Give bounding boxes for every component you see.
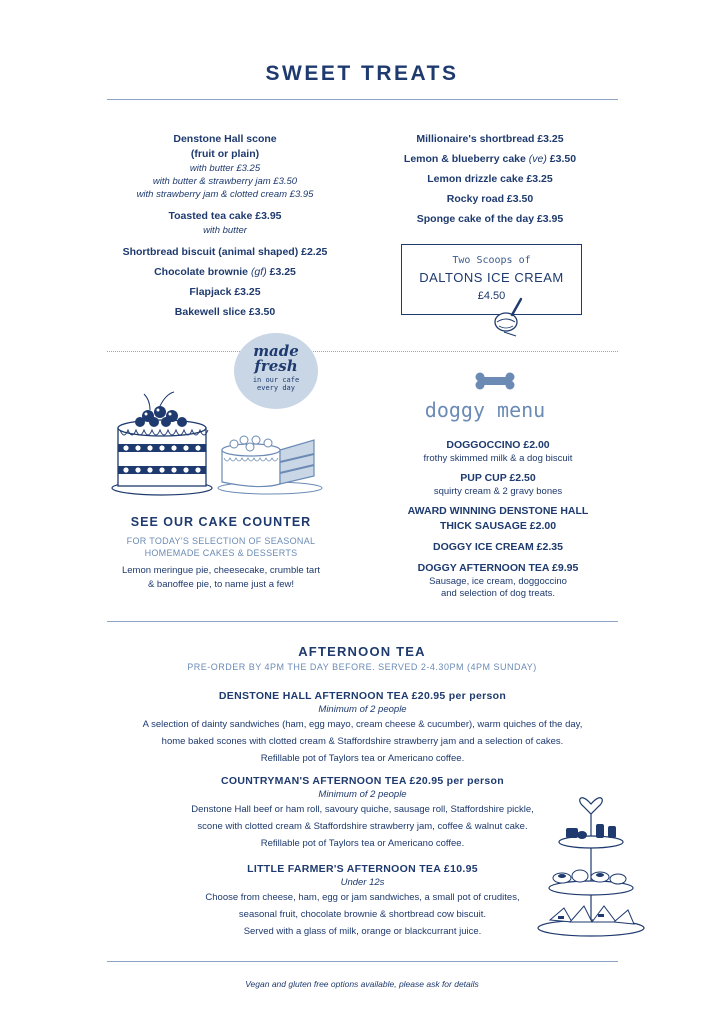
item-description: and selection of dog treats. bbox=[440, 588, 556, 599]
item-sub: (fruit or plain) bbox=[190, 148, 260, 160]
description-line: & banoffee pie, to name just a few! bbox=[147, 579, 295, 590]
menu-item-flapjack bbox=[110, 285, 340, 300]
doggy-item bbox=[385, 471, 611, 498]
item-option: with butter bbox=[203, 225, 247, 236]
item-name: Bakewell slice £3.50 bbox=[174, 306, 276, 318]
footer-divider bbox=[107, 961, 618, 962]
item-line: seasonal fruit, chocolate brownie & shortbread cow biscuit. bbox=[238, 909, 487, 920]
menu-item-millionaire: Millionaire's shortbread £3.25 bbox=[416, 133, 564, 145]
item-name-text: Lemon & blueberry cake bbox=[403, 153, 529, 165]
ice-cream-name: DALTONS ICE CREAM bbox=[419, 270, 564, 285]
cake-counter-subheading bbox=[106, 535, 336, 559]
item-name: Shortbread biscuit (animal shaped) £2.25 bbox=[122, 246, 328, 258]
item-option: with butter & strawberry jam £3.50 bbox=[152, 176, 298, 187]
ice-cream-price: £4.50 bbox=[477, 290, 506, 302]
subheading-line: FOR TODAY'S SELECTION OF SEASONAL bbox=[126, 536, 316, 546]
menu-item-bakewell bbox=[110, 305, 340, 320]
item-name: PUP CUP £2.50 bbox=[460, 472, 536, 484]
item-line: Refillable pot of Taylors tea or Americano coffee. bbox=[260, 838, 465, 849]
badge-text: fresh bbox=[254, 357, 298, 375]
item-line: Choose from cheese, ham, egg or jam sandwiches, a small pot of crudites, bbox=[205, 892, 520, 903]
right-menu bbox=[390, 132, 590, 227]
badge-subtext: in our cafe bbox=[252, 376, 300, 384]
afternoon-tea-title: AFTERNOON TEA bbox=[298, 644, 426, 659]
menu-item-teacake bbox=[110, 209, 340, 237]
item-name-text: Chocolate brownie bbox=[154, 266, 251, 278]
doggy-item bbox=[385, 540, 611, 555]
item-description: frothy skimmed milk & a dog biscuit bbox=[423, 453, 573, 464]
item-name: THICK SAUSAGE £2.00 bbox=[439, 520, 557, 532]
item-line: Denstone Hall beef or ham roll, savoury quiche, sausage roll, Staffordshire pickle, bbox=[191, 804, 534, 815]
item-name: LITTLE FARMER'S AFTERNOON TEA £10.95 bbox=[247, 863, 478, 875]
badge-subtext: every day bbox=[257, 384, 295, 392]
footer-note: Vegan and gluten free options available, please ask for details bbox=[245, 979, 479, 989]
description-line: Lemon meringue pie, cheesecake, crumble tart bbox=[121, 565, 321, 576]
section-divider-dotted bbox=[107, 351, 618, 352]
item-minimum: Under 12s bbox=[340, 877, 385, 888]
cake-stand-illustration bbox=[536, 788, 646, 944]
subheading-line: HOMEMADE CAKES & DESSERTS bbox=[144, 548, 298, 558]
menu-item-rocky-road: Rocky road £3.50 bbox=[446, 193, 534, 205]
doggy-item bbox=[385, 561, 611, 600]
item-name: Flapjack £3.25 bbox=[189, 286, 261, 298]
ice-cream-label: Two Scoops of bbox=[452, 255, 531, 266]
dog-bone-icon bbox=[475, 372, 515, 390]
item-minimum: Minimum of 2 people bbox=[318, 789, 407, 800]
item-name: COUNTRYMAN'S AFTERNOON TEA £20.95 per person bbox=[221, 775, 504, 787]
item-line: scone with clotted cream & Staffordshire strawberry jam, coffee & walnut cake. bbox=[197, 821, 528, 832]
doggy-menu-title: doggy menu bbox=[424, 398, 546, 422]
item-name: DOGGY ICE CREAM £2.35 bbox=[433, 541, 563, 553]
doggy-item bbox=[385, 504, 611, 534]
item-name: Denstone Hall scone bbox=[173, 133, 277, 145]
item-name: DOGGOCCINO £2.00 bbox=[446, 439, 550, 451]
afternoon-tea-subtitle: PRE-ORDER BY 4PM THE DAY BEFORE. SERVED 2-4.30PM (4PM SUNDAY) bbox=[187, 662, 537, 672]
ice-cream-scoop-icon bbox=[486, 296, 526, 340]
menu-item-lemon-blueberry bbox=[390, 152, 590, 167]
menu-item-shortbread bbox=[110, 245, 340, 260]
badge-text: made bbox=[253, 342, 299, 360]
diet-tag: (gf) bbox=[250, 266, 267, 278]
doggy-item bbox=[385, 438, 611, 465]
item-price: £3.25 bbox=[266, 266, 296, 278]
item-line: A selection of dainty sandwiches (ham, egg mayo, cream cheese & cucumber), warm quiches of the day, bbox=[142, 719, 583, 730]
item-option: with butter £3.25 bbox=[189, 163, 261, 174]
page-title: SWEET TREATS bbox=[265, 62, 459, 85]
item-line: Served with a glass of milk, orange or blackcurrant juice. bbox=[243, 926, 482, 937]
item-option: with strawberry jam & clotted cream £3.95 bbox=[136, 189, 314, 200]
menu-item-scone bbox=[110, 132, 340, 201]
cake-counter-description bbox=[106, 564, 336, 592]
item-minimum: Minimum of 2 people bbox=[318, 704, 407, 715]
menu-item-lemon-drizzle: Lemon drizzle cake £3.25 bbox=[427, 173, 553, 185]
item-line: Refillable pot of Taylors tea or Americano coffee. bbox=[260, 753, 465, 764]
left-menu bbox=[110, 132, 340, 324]
menu-item-sponge: Sponge cake of the day £3.95 bbox=[416, 213, 564, 225]
afternoon-tea-item bbox=[107, 689, 618, 767]
item-name: AWARD WINNING DENSTONE HALL bbox=[407, 505, 589, 517]
layer-cake-illustration bbox=[110, 388, 335, 500]
doggy-menu bbox=[385, 438, 611, 606]
title-divider bbox=[107, 99, 618, 100]
diet-tag: (ve) bbox=[528, 153, 547, 165]
item-name: DOGGY AFTERNOON TEA £9.95 bbox=[417, 562, 579, 574]
item-name: Toasted tea cake £3.95 bbox=[168, 210, 282, 222]
item-description: squirty cream & 2 gravy bones bbox=[433, 486, 563, 497]
menu-item-brownie bbox=[110, 265, 340, 280]
item-name bbox=[110, 265, 340, 280]
cake-counter-heading: SEE OUR CAKE COUNTER bbox=[130, 515, 312, 529]
item-price: £3.50 bbox=[546, 153, 577, 165]
item-line: home baked scones with clotted cream & Staffordshire strawberry jam and a selection of cakes. bbox=[161, 736, 564, 747]
section-divider bbox=[107, 621, 618, 622]
item-description: Sausage, ice cream, doggoccino bbox=[429, 576, 567, 587]
item-name: DENSTONE HALL AFTERNOON TEA £20.95 per person bbox=[218, 690, 507, 702]
